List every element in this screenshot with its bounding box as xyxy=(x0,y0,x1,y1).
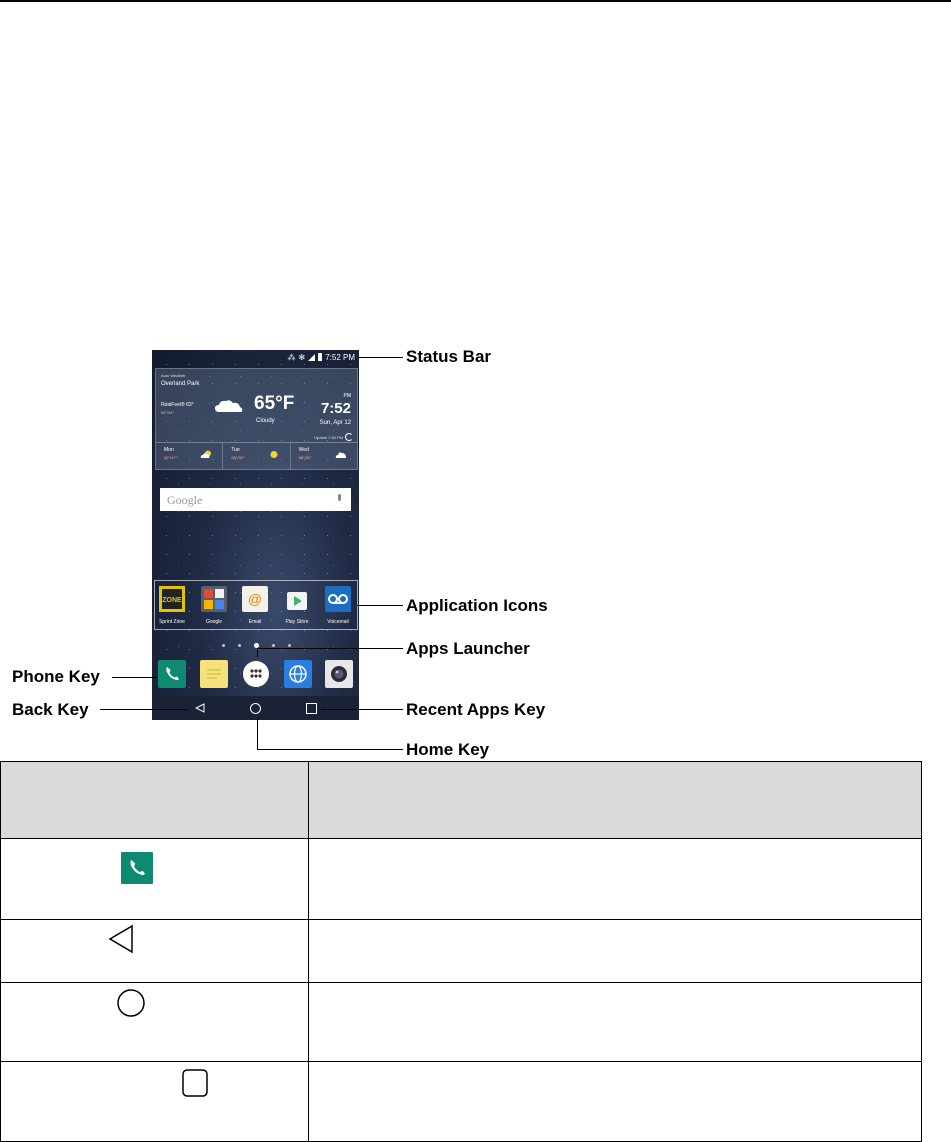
forecast-day xyxy=(291,443,357,469)
home-key-callout: Home Key xyxy=(406,740,490,759)
table-cell xyxy=(309,1062,922,1142)
weather-updated: Update 7:50 PM xyxy=(314,435,343,440)
weather-condition: Cloudy xyxy=(256,418,275,424)
google-search-bar[interactable] xyxy=(160,488,351,511)
table-cell xyxy=(1,920,309,983)
page-dot xyxy=(238,644,241,647)
app-label: Voicemail xyxy=(327,619,349,625)
weather-temp: 65°F xyxy=(254,393,295,414)
keys-table xyxy=(0,761,922,1142)
back-key-leader xyxy=(100,709,188,710)
camera-icon[interactable] xyxy=(325,660,353,688)
application-icons-callout: Application Icons xyxy=(406,596,548,615)
table-cell xyxy=(1,839,309,920)
home-key-icon xyxy=(116,988,146,1018)
clock-time: 7:52 xyxy=(320,400,351,417)
phone-home-screen xyxy=(152,350,359,720)
table-cell xyxy=(309,983,922,1062)
forecast-row xyxy=(156,442,357,469)
back-key-icon[interactable] xyxy=(195,703,205,713)
app-email[interactable] xyxy=(241,586,269,625)
forecast-day xyxy=(156,443,223,469)
recent-apps-key-leader xyxy=(321,709,403,710)
svg-text:@: @ xyxy=(247,591,263,607)
forecast-day-name: Tue xyxy=(231,447,240,453)
table-cell xyxy=(309,920,922,983)
weather-range: 65°/54° xyxy=(161,410,175,415)
cloudy-icon xyxy=(335,450,347,459)
browser-icon[interactable] xyxy=(284,660,312,688)
apps-launcher-leader xyxy=(257,648,403,649)
apps-launcher-icon[interactable] xyxy=(242,660,270,688)
forecast-day-range: 66°/50° xyxy=(298,455,312,460)
table-cell xyxy=(1,1062,309,1142)
svg-text:ZONE: ZONE xyxy=(162,597,182,604)
microphone-icon[interactable] xyxy=(338,494,341,501)
forecast-day xyxy=(223,443,290,469)
sprint-zone-icon xyxy=(159,586,185,612)
table-row xyxy=(1,920,922,983)
search-placeholder: Google xyxy=(167,493,203,507)
table-row xyxy=(1,983,922,1062)
page-dot xyxy=(272,644,275,647)
home-key-leader-vertical xyxy=(257,718,258,750)
app-sprint-zone[interactable] xyxy=(158,586,186,625)
phone-icon[interactable] xyxy=(158,660,186,688)
battery-icon xyxy=(318,353,322,361)
nfc-icon: ⁂ xyxy=(287,352,296,362)
cloudy-icon xyxy=(214,399,244,413)
messaging-icon[interactable] xyxy=(200,660,228,688)
app-label: Play Store xyxy=(285,619,309,625)
weather-widget[interactable] xyxy=(155,368,358,470)
forecast-day-range: 68°/50° xyxy=(231,455,245,460)
app-google[interactable] xyxy=(200,586,228,625)
status-time: 7:52 PM xyxy=(325,352,355,362)
google-folder-icon xyxy=(201,586,227,612)
table-header-cell xyxy=(309,762,922,839)
bluetooth-icon: ✻ xyxy=(298,352,306,362)
table-cell xyxy=(1,983,309,1062)
partly-cloudy-icon xyxy=(200,450,212,459)
navigation-bar xyxy=(152,696,359,720)
app-label: Email xyxy=(248,619,262,625)
phone-key-leader xyxy=(112,677,158,678)
weather-realfeel: RealFeel® 63° xyxy=(161,402,194,408)
signal-icon xyxy=(308,354,315,361)
forecast-day-range: 69°/47° xyxy=(164,455,178,460)
recent-apps-key-icon[interactable] xyxy=(306,703,317,714)
weather-location-hint: Auto Weather xyxy=(161,373,186,378)
status-bar xyxy=(152,350,359,364)
apps-launcher-leader-vertical xyxy=(257,648,258,657)
home-key-leader xyxy=(257,749,403,750)
forecast-day-name: Wed xyxy=(298,447,309,453)
table-header-cell xyxy=(1,762,309,839)
clock-ampm: PM xyxy=(343,393,351,399)
email-icon xyxy=(242,586,268,612)
sunny-icon xyxy=(268,450,280,459)
play-store-icon xyxy=(284,586,310,612)
table-header-row xyxy=(1,762,922,839)
weather-location: Overland Park xyxy=(161,381,200,387)
page-dot xyxy=(288,644,291,647)
voicemail-icon xyxy=(325,586,351,612)
recent-apps-key-callout: Recent Apps Key xyxy=(406,700,546,719)
phone-key-callout: Phone Key xyxy=(12,667,100,686)
forecast-day-name: Mon xyxy=(164,447,174,453)
status-bar-callout: Status Bar xyxy=(406,347,492,366)
table-row xyxy=(1,1062,922,1142)
app-voicemail[interactable] xyxy=(324,586,352,625)
table-cell xyxy=(309,839,922,920)
table-row xyxy=(1,839,922,920)
refresh-icon[interactable] xyxy=(345,433,353,441)
apps-launcher-callout: Apps Launcher xyxy=(406,639,530,658)
status-bar-leader xyxy=(359,357,403,358)
app-label: Sprint Zone xyxy=(159,619,185,625)
clock-date: Sun, Apr 12 xyxy=(319,420,351,426)
app-play-store[interactable] xyxy=(283,586,311,625)
back-key-icon xyxy=(107,924,135,954)
app-label: Google xyxy=(205,619,223,625)
page-dot xyxy=(222,644,225,647)
recent-apps-key-icon xyxy=(181,1068,209,1098)
home-key-icon[interactable] xyxy=(250,703,261,714)
application-icons-leader xyxy=(357,605,403,606)
phone-icon xyxy=(121,852,153,884)
back-key-callout: Back Key xyxy=(12,700,89,719)
page-top-rule xyxy=(0,0,951,2)
